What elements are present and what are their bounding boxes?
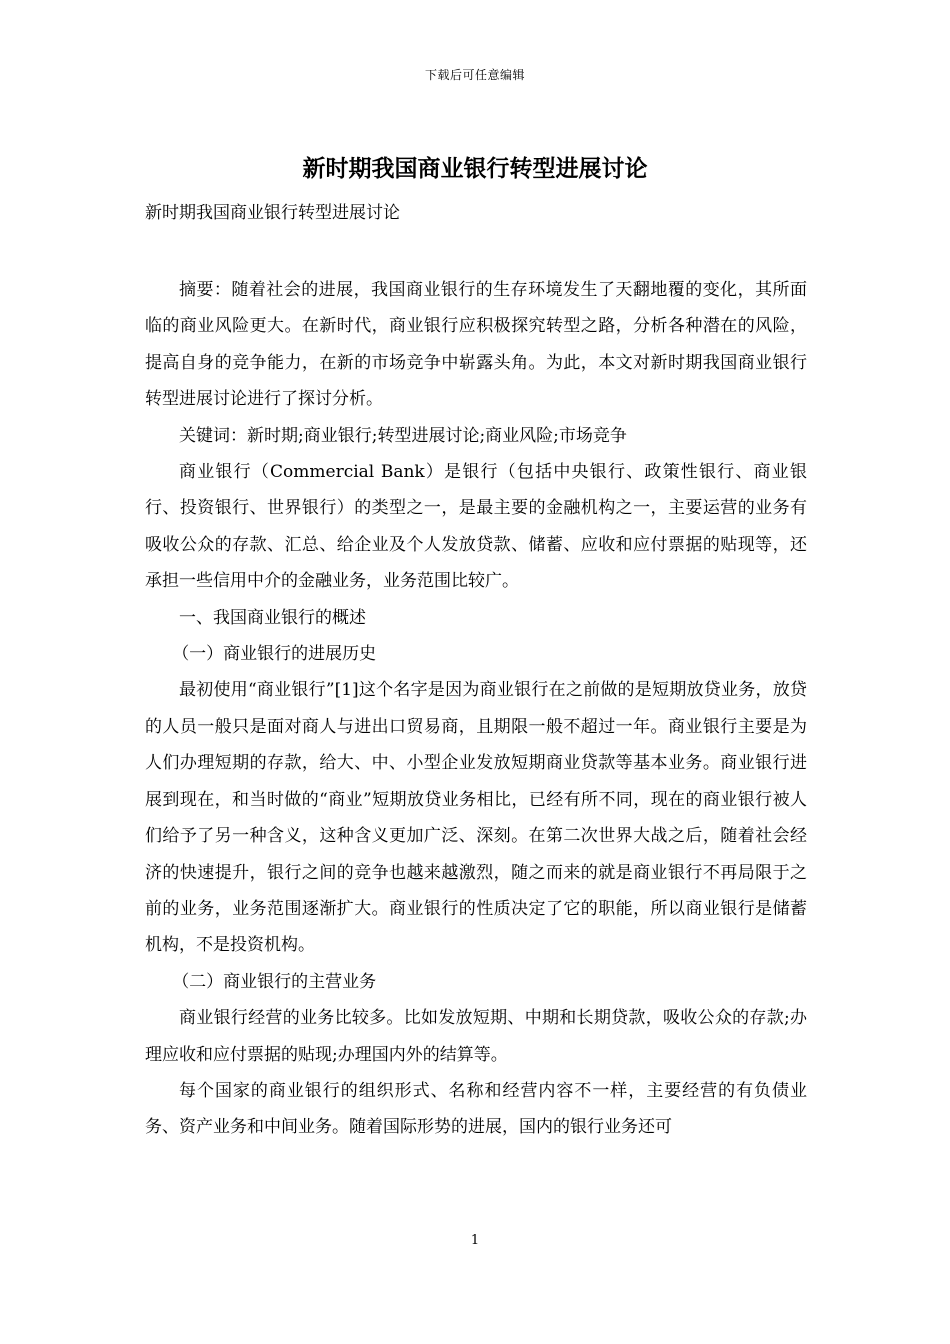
body-paragraph: 商业银行（Commercial Bank）是银行（包括中央银行、政策性银行、商业银行、投资银行、世界银行）的类型之一，是最主要的金融机构之一，主要运营的业务有吸收公众的存款、汇总、给企业及个人发放贷款、储蓄、应收和应付票据的贴现等，还承担一些信用中介的金融业务，业务范围比较广。 <box>145 462 807 592</box>
header-note: 下载后可任意编辑 <box>424 68 525 82</box>
subsection-heading: （二）商业银行的主营业务 <box>172 971 377 992</box>
body-paragraph: 每个国家的商业银行的组织形式、名称和经营内容不一样，主要经营的有负债业务、资产业务和中间业务。随着国际形势的进展，国内的银行业务还可 <box>145 1080 807 1138</box>
keywords-paragraph: 关键词：新时期;商业银行;转型进展讨论;商业风险;市场竞争 <box>179 425 627 446</box>
document-title: 新时期我国商业银行转型进展讨论 <box>302 155 648 182</box>
document-body <box>145 272 807 1146</box>
body-paragraph: 最初使用“商业银行”[1]这个名字是因为商业银行在之前做的是短期放贷业务，放贷的人员一般只是面对商人与进出口贸易商，且期限一般不超过一年。商业银行主要是为人们办理短期的存款，给大、中、小型企业发放短期商业贷款等基本业务。商业银行进展到现在，和当时做的“商业”短期放贷业务相比，已经有所不同，现在的商业银行被人们给予了另一种含义，这种含义更加广泛、深刻。在第二次世界大战之后，随着社会经济的快速提升，银行之间的竞争也越来越激烈，随之而来的就是商业银行不再局限于之前的业务，业务范围逐渐扩大。商业银行的性质决定了它的职能，所以商业银行是储蓄机构，不是投资机构。 <box>145 680 807 956</box>
page-number: 1 <box>470 1233 480 1248</box>
body-paragraph: 商业银行经营的业务比较多。比如发放短期、中期和长期贷款，吸收公众的存款;办理应收和应付票据的贴现;办理国内外的结算等。 <box>145 1008 807 1065</box>
section-heading: 一、我国商业银行的概述 <box>179 607 366 628</box>
subsection-heading: （一）商业银行的进展历史 <box>172 644 377 665</box>
abstract-paragraph: 摘要：随着社会的进展，我国商业银行的生存环境发生了天翻地覆的变化，其所面临的商业风险更大。在新时代，商业银行应积极探究转型之路，分析各种潜在的风险，提高自身的竞争能力，在新的市场竞争中崭露头角。为此，本文对新时期我国商业银行转型进展讨论进行了探讨分析。 <box>145 280 807 410</box>
document-subtitle: 新时期我国商业银行转型进展讨论 <box>145 203 400 223</box>
